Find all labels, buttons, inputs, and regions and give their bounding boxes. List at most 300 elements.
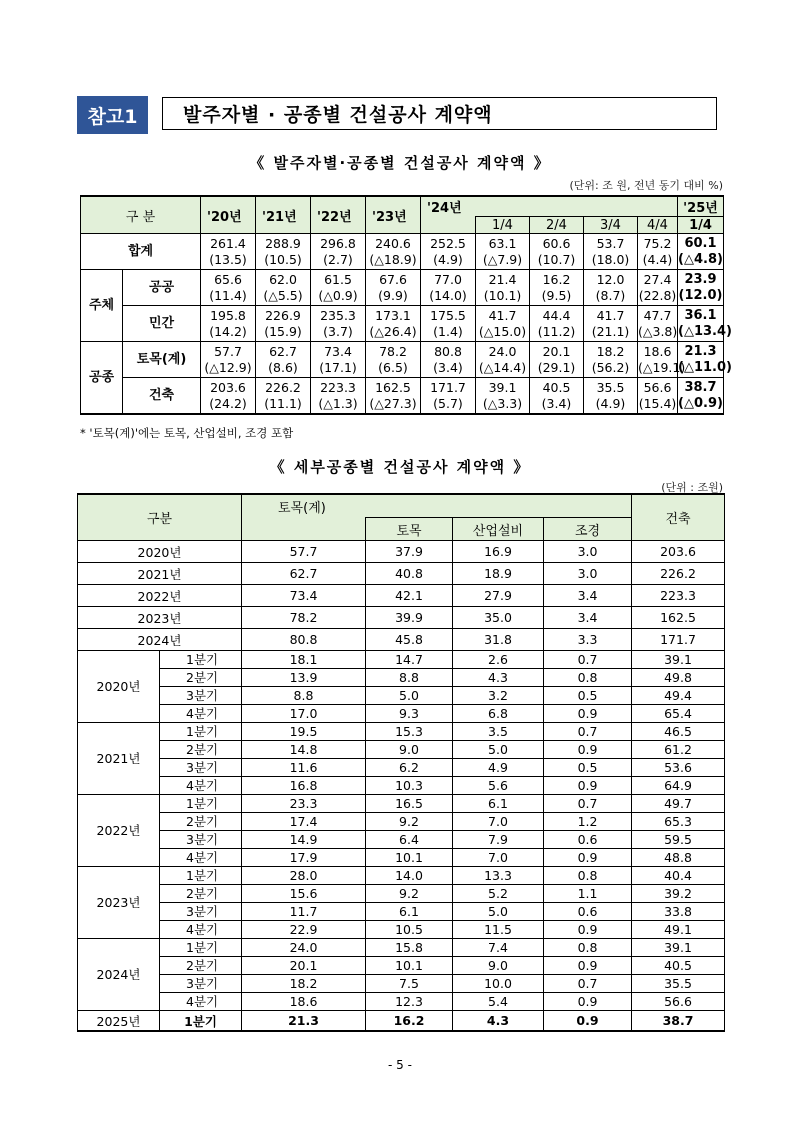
table2-year-label: 2022년 xyxy=(78,795,160,867)
table2-quarter-label: 2분기 xyxy=(160,813,242,831)
table2-cell: 0.9 xyxy=(544,705,632,723)
page-number: - 5 - xyxy=(388,1058,412,1072)
table2-cell: 10.0 xyxy=(453,975,544,993)
table1-value: 203.6 xyxy=(210,379,246,395)
table2-civil-total-header: 토목(계) xyxy=(242,494,632,518)
table1-value: 35.5 xyxy=(596,379,625,395)
table1-cell xyxy=(201,342,256,378)
table1-pct: (3.7) xyxy=(323,323,353,339)
table2-cell: 45.8 xyxy=(366,629,453,651)
table1-value: 175.5 xyxy=(430,307,466,323)
table2-cell: 11.5 xyxy=(453,921,544,939)
table1-year-header: '23년 xyxy=(366,196,421,234)
table2-cell: 9.0 xyxy=(366,741,453,759)
table2-cell: 6.4 xyxy=(366,831,453,849)
table2-cell: 40.8 xyxy=(366,563,453,585)
table2-cell: 0.8 xyxy=(544,669,632,687)
table2-cell: 223.3 xyxy=(632,585,725,607)
table2-cell: 6.1 xyxy=(453,795,544,813)
table1-pct: (△3.3) xyxy=(482,395,523,411)
table2-quarter-label: 1분기 xyxy=(160,1011,242,1032)
table2-quarter-label: 2분기 xyxy=(160,885,242,903)
table2-cell: 14.9 xyxy=(242,831,366,849)
table1-value: 73.4 xyxy=(324,343,352,359)
table1-unit: (단위: 조 원, 전년 동기 대비 %) xyxy=(569,179,723,192)
table2-cell: 2.6 xyxy=(453,651,544,669)
table2-quarter-label: 4분기 xyxy=(160,921,242,939)
table1-cell xyxy=(366,270,421,306)
table2-cell: 162.5 xyxy=(632,607,725,629)
table1-cell xyxy=(366,378,421,415)
table2-cell: 18.1 xyxy=(242,651,366,669)
table2-cell: 1.1 xyxy=(544,885,632,903)
table2-cell: 53.6 xyxy=(632,759,725,777)
table1-value: 62.0 xyxy=(269,271,297,287)
table1-cell xyxy=(678,270,724,306)
table2-quarter-row xyxy=(78,939,725,957)
table1-cell xyxy=(311,270,366,306)
table1-cell xyxy=(311,234,366,270)
table2-cell: 17.4 xyxy=(242,813,366,831)
table2-cell: 10.3 xyxy=(366,777,453,795)
table1-cell xyxy=(311,378,366,415)
table1-pct: (11.4) xyxy=(209,287,247,303)
table2-cell: 10.1 xyxy=(366,849,453,867)
table2-cell: 49.8 xyxy=(632,669,725,687)
table1-value: 21.3 xyxy=(684,343,717,359)
table1-value: 12.0 xyxy=(596,271,625,287)
table1-pct: (10.7) xyxy=(537,251,576,267)
table2-cell: 3.4 xyxy=(544,607,632,629)
table2-cell: 9.2 xyxy=(366,813,453,831)
table2-quarter-row xyxy=(78,921,725,939)
table1-cell xyxy=(584,234,638,270)
table2-quarter-label: 3분기 xyxy=(160,759,242,777)
table2-year-label: 2020년 xyxy=(78,651,160,723)
table2-cell: 0.7 xyxy=(544,723,632,741)
table2-cell: 0.7 xyxy=(544,975,632,993)
table2-cell: 6.8 xyxy=(453,705,544,723)
table2-quarter-row xyxy=(78,867,725,885)
table2-year-label: 2024년 xyxy=(78,939,160,1011)
table1-value: 75.2 xyxy=(643,235,672,251)
table2-cell: 0.9 xyxy=(544,849,632,867)
table1-cell xyxy=(201,270,256,306)
table1-value: 60.1 xyxy=(684,235,717,251)
table2-cell: 0.7 xyxy=(544,795,632,813)
table1-cell xyxy=(421,342,476,378)
table2-cell: 9.2 xyxy=(366,885,453,903)
table2-cell: 0.7 xyxy=(544,651,632,669)
table1-cell xyxy=(201,378,256,415)
table2-cell: 5.2 xyxy=(453,885,544,903)
table2-building-header: 건축 xyxy=(632,494,725,541)
table1-pct: (△12.9) xyxy=(204,359,252,375)
table2-cell: 0.9 xyxy=(544,1011,632,1032)
table1-pct: (21.1) xyxy=(591,323,630,339)
table1-pct: (△15.0) xyxy=(478,323,527,339)
page-title: 발주자별 · 공종별 건설공사 계약액 xyxy=(183,104,493,126)
table1-cell xyxy=(638,306,678,342)
table2-cell: 49.4 xyxy=(632,687,725,705)
table2-cell: 42.1 xyxy=(366,585,453,607)
table1-cell xyxy=(201,306,256,342)
table2-year-label: 2021년 xyxy=(78,723,160,795)
table2-annual-row xyxy=(78,563,725,585)
table2-cell: 7.0 xyxy=(453,849,544,867)
table2-cell: 11.7 xyxy=(242,903,366,921)
table2-cell: 48.8 xyxy=(632,849,725,867)
table1-cell xyxy=(476,270,530,306)
table2-cell: 13.3 xyxy=(453,867,544,885)
table1-row-label: 토목(계) xyxy=(123,342,201,378)
table2-cell: 5.4 xyxy=(453,993,544,1011)
table2-cell: 10.5 xyxy=(366,921,453,939)
table2-cell: 56.6 xyxy=(632,993,725,1011)
table1-pct: (18.0) xyxy=(591,251,630,267)
table2-quarter-label: 2분기 xyxy=(160,957,242,975)
table2-quarter-label: 1분기 xyxy=(160,651,242,669)
table1-cell xyxy=(311,342,366,378)
table2-cell: 5.0 xyxy=(366,687,453,705)
table1-cell xyxy=(678,234,724,270)
table1-pct: (3.4) xyxy=(433,359,463,375)
table2-cell: 64.9 xyxy=(632,777,725,795)
table2-cell: 6.2 xyxy=(366,759,453,777)
table1-cell xyxy=(530,306,584,342)
table1-cell xyxy=(638,270,678,306)
table2-cell: 14.7 xyxy=(366,651,453,669)
table1-row xyxy=(81,234,724,270)
table1-row-label: 합계 xyxy=(81,234,201,270)
table2-cell: 49.7 xyxy=(632,795,725,813)
table1-value: 18.2 xyxy=(596,343,625,359)
table1-year-header: '20년 xyxy=(201,196,256,234)
table1-pct: (△5.5) xyxy=(263,287,303,303)
table1-cell xyxy=(421,378,476,415)
table1-cell xyxy=(678,342,732,378)
table1-cell xyxy=(256,306,311,342)
table2-quarter-label: 4분기 xyxy=(160,777,242,795)
table2-quarter-row xyxy=(78,957,725,975)
table1-pct: (11.1) xyxy=(264,395,302,411)
table2-annual-row xyxy=(78,607,725,629)
table1-value: 80.8 xyxy=(434,343,462,359)
table2-quarter-row xyxy=(78,903,725,921)
table2-year-label: 2025년 xyxy=(78,1011,160,1032)
table1-pct: (13.5) xyxy=(209,251,247,267)
table2-quarter-label: 3분기 xyxy=(160,831,242,849)
table2-cell: 17.0 xyxy=(242,705,366,723)
table2-cell: 28.0 xyxy=(242,867,366,885)
table1-cell xyxy=(584,306,638,342)
table2-cell: 40.5 xyxy=(632,957,725,975)
table2-cell: 23.3 xyxy=(242,795,366,813)
table1-year-header: '22년 xyxy=(311,196,366,234)
table2-cell: 35.5 xyxy=(632,975,725,993)
table1-value: 261.4 xyxy=(210,235,246,251)
table1-cell xyxy=(366,306,421,342)
table1-cell xyxy=(530,270,584,306)
table1-value: 47.7 xyxy=(643,307,672,323)
table2-quarter-row xyxy=(78,759,725,777)
table2-cell: 1.2 xyxy=(544,813,632,831)
contract-by-subtype-table xyxy=(77,493,725,1032)
table2-quarter-row xyxy=(78,849,725,867)
table1-value: 56.6 xyxy=(643,379,672,395)
table2-quarter-label: 3분기 xyxy=(160,975,242,993)
table2-quarter-row xyxy=(78,993,725,1011)
table2-quarter-label: 3분기 xyxy=(160,687,242,705)
table1-row-label: 건축 xyxy=(123,378,201,415)
table1-pct: (14.0) xyxy=(429,287,467,303)
table2-cell: 39.1 xyxy=(632,651,725,669)
table1-year-header: '24년 xyxy=(421,196,476,217)
table1-pct: (△11.0) xyxy=(678,359,732,375)
table1-cell xyxy=(421,234,476,270)
table2-cell: 40.4 xyxy=(632,867,725,885)
table1-group-label: 공종 xyxy=(81,342,123,415)
table2-cell: 31.8 xyxy=(453,629,544,651)
table2-cell: 27.9 xyxy=(453,585,544,607)
table1-value: 40.5 xyxy=(542,379,571,395)
table1-pct: (2.7) xyxy=(323,251,353,267)
table2-unit: (단위 : 조원) xyxy=(661,481,723,494)
table2-annual-row xyxy=(78,629,725,651)
table2-cell: 7.4 xyxy=(453,939,544,957)
table2-cell: 15.8 xyxy=(366,939,453,957)
table1-value: 18.6 xyxy=(643,343,672,359)
table2-cell: 15.6 xyxy=(242,885,366,903)
table1-value: 39.1 xyxy=(488,379,517,395)
table2-cell: 171.7 xyxy=(632,629,725,651)
table1-cell xyxy=(421,306,476,342)
table2-cell: 0.6 xyxy=(544,831,632,849)
table1-value: 62.7 xyxy=(269,343,297,359)
table1-cell xyxy=(311,306,366,342)
table2-cell: 62.7 xyxy=(242,563,366,585)
table1-value: 162.5 xyxy=(375,379,411,395)
table2-quarter-label: 1분기 xyxy=(160,867,242,885)
table2-quarter-row xyxy=(78,831,725,849)
table2-quarter-row xyxy=(78,669,725,687)
table2-cell: 16.8 xyxy=(242,777,366,795)
table1-pct: (10.5) xyxy=(264,251,302,267)
table2-cell: 4.9 xyxy=(453,759,544,777)
section-badge: 참고1 xyxy=(77,96,148,134)
table1-pct: (15.9) xyxy=(264,323,302,339)
table1-pct: (4.4) xyxy=(642,251,673,267)
table2-cell: 0.8 xyxy=(544,939,632,957)
table2-cell: 39.2 xyxy=(632,885,725,903)
table2-cell: 21.3 xyxy=(242,1011,366,1032)
table2-cell: 9.3 xyxy=(366,705,453,723)
table1-cell xyxy=(530,342,584,378)
table2-cell: 9.0 xyxy=(453,957,544,975)
table2-quarter-label: 1분기 xyxy=(160,939,242,957)
table1-cell xyxy=(638,342,686,378)
table1-cell xyxy=(256,342,311,378)
table2-cell: 17.9 xyxy=(242,849,366,867)
table1-cell xyxy=(476,342,530,378)
table2-cell: 59.5 xyxy=(632,831,725,849)
table1-value: 53.7 xyxy=(596,235,625,251)
table1-cell xyxy=(584,342,638,378)
table1-value: 77.0 xyxy=(434,271,462,287)
table1-pct: (5.7) xyxy=(433,395,463,411)
table2-quarter-label: 1분기 xyxy=(160,795,242,813)
table2-quarter-label: 2분기 xyxy=(160,669,242,687)
table1-value: 252.5 xyxy=(430,235,466,251)
table2-cell: 0.8 xyxy=(544,867,632,885)
table1-pct: (△18.9) xyxy=(369,251,417,267)
table1-pct: (△14.4) xyxy=(478,359,527,375)
table2-cell: 16.2 xyxy=(366,1011,453,1032)
table1-value: 173.1 xyxy=(375,307,411,323)
table2-cell: 13.9 xyxy=(242,669,366,687)
table1-cell xyxy=(678,378,724,415)
table2-cell: 5.6 xyxy=(453,777,544,795)
table1-cell xyxy=(256,270,311,306)
table2-quarter-row xyxy=(78,885,725,903)
table1-cell xyxy=(256,234,311,270)
table2-cell: 0.6 xyxy=(544,903,632,921)
table1-value: 23.9 xyxy=(684,271,717,287)
table1-value: 226.2 xyxy=(265,379,301,395)
table2-quarter-label: 4분기 xyxy=(160,705,242,723)
table1-value: 296.8 xyxy=(320,235,356,251)
table2-cell: 3.0 xyxy=(544,563,632,585)
table2-cell: 0.9 xyxy=(544,993,632,1011)
table1-pct: (△4.8) xyxy=(678,251,723,267)
table1-pct: (11.2) xyxy=(537,323,576,339)
table2-year-label: 2020년 xyxy=(78,541,242,563)
table2-cell: 8.8 xyxy=(242,687,366,705)
table2-cell: 11.6 xyxy=(242,759,366,777)
table2-cell: 18.2 xyxy=(242,975,366,993)
table1-cell xyxy=(584,378,638,415)
table1-pct: (6.5) xyxy=(378,359,408,375)
table2-quarter-label: 1분기 xyxy=(160,723,242,741)
table1-value: 44.4 xyxy=(542,307,571,323)
table1-pct: (8.6) xyxy=(268,359,298,375)
table2-cell: 7.5 xyxy=(366,975,453,993)
table2-plant-header: 산업설비 xyxy=(453,518,544,541)
table1-group-label: 주체 xyxy=(81,270,123,342)
table2-year-label: 2024년 xyxy=(78,629,242,651)
table1-row-label: 공공 xyxy=(123,270,201,306)
table2-cell: 16.9 xyxy=(453,541,544,563)
table2-cell: 4.3 xyxy=(453,669,544,687)
table1-pct: (9.5) xyxy=(541,287,572,303)
table2-annual-row xyxy=(78,541,725,563)
table2-cell: 65.4 xyxy=(632,705,725,723)
table2-cell: 35.0 xyxy=(453,607,544,629)
table2-quarter-row xyxy=(78,813,725,831)
table2-cell: 0.5 xyxy=(544,759,632,777)
table2-civil-header: 토목 xyxy=(366,518,453,541)
table2-cell: 10.1 xyxy=(366,957,453,975)
table2-cell: 14.8 xyxy=(242,741,366,759)
table2-cell: 15.3 xyxy=(366,723,453,741)
table2-final-row xyxy=(78,1011,725,1032)
table2-cell: 39.1 xyxy=(632,939,725,957)
table2-cell: 61.2 xyxy=(632,741,725,759)
table1-value: 24.0 xyxy=(488,343,517,359)
table1-value: 41.7 xyxy=(596,307,625,323)
table2-cell: 5.0 xyxy=(453,741,544,759)
table2-cell: 203.6 xyxy=(632,541,725,563)
table1-pct: (△26.4) xyxy=(369,323,417,339)
table1-value: 226.9 xyxy=(265,307,301,323)
table1-year25-header: '25년 xyxy=(678,196,724,217)
table1-value: 195.8 xyxy=(210,307,246,323)
table1-pct: (△13.4) xyxy=(678,323,732,339)
table2-year-label: 2022년 xyxy=(78,585,242,607)
table2-cell: 33.8 xyxy=(632,903,725,921)
table2-quarter-row xyxy=(78,975,725,993)
table1-cell xyxy=(476,306,530,342)
table2-cell: 0.9 xyxy=(544,957,632,975)
table2-cell: 18.6 xyxy=(242,993,366,1011)
table1-pct: (14.2) xyxy=(209,323,247,339)
table2-quarter-row xyxy=(78,705,725,723)
table2-cell: 0.9 xyxy=(544,741,632,759)
table2-cell: 3.3 xyxy=(544,629,632,651)
table1-value: 223.3 xyxy=(320,379,356,395)
table2-cell: 16.5 xyxy=(366,795,453,813)
table2-cell: 4.3 xyxy=(453,1011,544,1032)
table2-cell: 80.8 xyxy=(242,629,366,651)
table2-quarter-label: 2분기 xyxy=(160,741,242,759)
table1-pct: (15.4) xyxy=(638,395,677,411)
table2-cell: 3.0 xyxy=(544,541,632,563)
table1-value: 20.1 xyxy=(542,343,571,359)
table1-pct: (△0.9) xyxy=(678,395,723,411)
table1-pct: (9.9) xyxy=(378,287,408,303)
table2-quarter-row xyxy=(78,723,725,741)
table1-pct: (3.4) xyxy=(541,395,572,411)
table2-col-label: 구분 xyxy=(78,494,242,541)
table1-cell xyxy=(201,234,256,270)
table1-pct: (22.8) xyxy=(638,287,677,303)
table1-value: 288.9 xyxy=(265,235,301,251)
table1-row xyxy=(81,378,724,415)
table2-cell: 14.0 xyxy=(366,867,453,885)
table1-row xyxy=(81,306,724,342)
table1-pct: (△0.9) xyxy=(318,287,358,303)
table2-cell: 49.1 xyxy=(632,921,725,939)
table1-pct: (8.7) xyxy=(595,287,626,303)
table1-pct: (12.0) xyxy=(678,287,723,303)
table2-title: 《 세부공종별 건설공사 계약액 》 xyxy=(269,458,531,476)
table1-quarter-header: 3/4 xyxy=(584,217,638,234)
table1-value: 171.7 xyxy=(430,379,466,395)
table1-row xyxy=(81,270,724,306)
table1-cell xyxy=(530,234,584,270)
table1-cell xyxy=(476,234,530,270)
table1-value: 36.1 xyxy=(684,307,717,323)
table1-year-header: '21년 xyxy=(256,196,311,234)
table1-pct: (△27.3) xyxy=(369,395,417,411)
table1-row-label: 민간 xyxy=(123,306,201,342)
table1-pct: (4.9) xyxy=(595,395,626,411)
table1-value: 78.2 xyxy=(379,343,407,359)
table1-cell xyxy=(421,270,476,306)
table2-landscape-header: 조경 xyxy=(544,518,632,541)
table1-quarter-header: 1/4 xyxy=(476,217,530,234)
table1-value: 235.3 xyxy=(320,307,356,323)
